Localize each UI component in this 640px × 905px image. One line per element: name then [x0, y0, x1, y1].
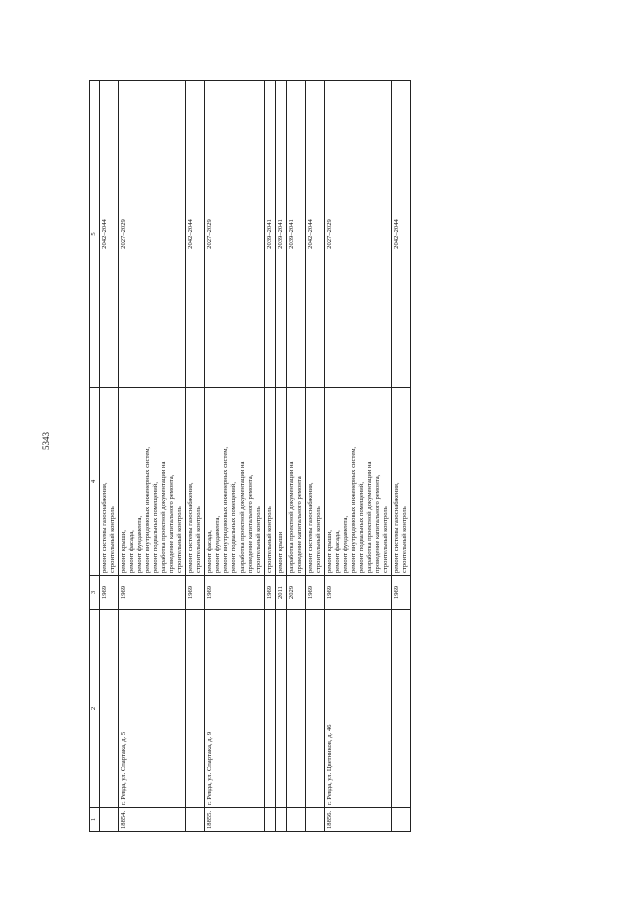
work-type-line: ремонт фундамента,	[214, 515, 222, 573]
work-type-line: ремонт подвальных помещений,	[230, 482, 238, 573]
period-cell: 2042–2044	[186, 81, 205, 388]
table-body	[100, 81, 411, 832]
address-cell	[186, 610, 205, 808]
table-row	[286, 81, 305, 832]
table-row	[275, 81, 286, 832]
work-type-line: проведение капитального ремонта,	[168, 474, 176, 573]
work-type-line: строительный контроль	[401, 506, 409, 573]
period-cell: 2042–2044	[100, 81, 119, 388]
work-types-cell	[100, 388, 119, 576]
capital-repair-table	[89, 80, 411, 832]
table-row	[186, 81, 205, 832]
work-types-cell	[324, 388, 391, 576]
work-types-cell	[392, 388, 411, 576]
header-col-4: 4	[90, 388, 100, 576]
table-row	[392, 81, 411, 832]
work-type-line: ремонт системы газоснабжения,	[101, 482, 108, 573]
row-number-cell	[392, 808, 411, 832]
year-cell: 2029	[286, 576, 305, 610]
row-number-cell	[264, 808, 275, 832]
year-cell: 1969	[100, 576, 119, 610]
row-number-cell: 18855.	[205, 808, 264, 832]
work-type-line: разработка проектной документации на	[287, 461, 295, 573]
row-number-cell	[286, 808, 305, 832]
row-number-cell	[186, 808, 205, 832]
year-cell: 1969	[264, 576, 275, 610]
period-cell: 2039–2041	[264, 81, 275, 388]
work-type-line: проведение капитального ремонта,	[246, 474, 254, 573]
period-cell: 2042–2044	[305, 81, 324, 388]
work-type-line: строительный контроль	[382, 506, 389, 573]
period-cell: 2042–2044	[392, 81, 411, 388]
work-types-cell	[264, 388, 275, 576]
work-type-line: проведение капитального ремонта,	[373, 474, 381, 573]
work-type-line: ремонт подвальных помещений,	[357, 482, 365, 573]
table-row	[205, 81, 264, 832]
row-number-cell: 18856.	[324, 808, 391, 832]
work-type-line: строительный контроль	[314, 506, 322, 573]
row-number-cell: 18854.	[119, 808, 186, 832]
year-cell: 1969	[186, 576, 205, 610]
work-type-line: проведение капитального ремонта	[295, 476, 303, 573]
year-cell: 1969	[119, 576, 186, 610]
table-row	[119, 81, 186, 832]
work-type-line: ремонт фасада,	[333, 530, 341, 573]
period-cell: 2027–2029	[324, 81, 391, 388]
address-cell	[286, 610, 305, 808]
table-row	[324, 81, 391, 832]
address-cell	[275, 610, 286, 808]
work-type-line: строительный контроль	[176, 506, 184, 573]
work-type-line: ремонт фасада,	[128, 530, 136, 573]
address-cell	[100, 610, 119, 808]
work-types-cell	[286, 388, 305, 576]
work-type-line: разработка проектной документации на	[365, 461, 373, 573]
page-number: 5343	[41, 432, 51, 450]
work-type-line: ремонт крыши,	[325, 530, 333, 573]
row-number-cell	[275, 808, 286, 832]
work-type-line: строительный контроль	[265, 506, 273, 573]
year-cell: 1969	[305, 576, 324, 610]
year-cell: 1969	[324, 576, 391, 610]
row-number-cell	[100, 808, 119, 832]
table-row	[264, 81, 275, 832]
work-type-line: ремонт подвальных помещений,	[152, 482, 160, 573]
work-types-cell	[305, 388, 324, 576]
header-col-1: 1	[90, 808, 100, 832]
address-cell	[392, 610, 411, 808]
work-type-line: ремонт внутридомовых инженерных систем,	[144, 446, 152, 573]
work-type-line: ремонт системы газоснабжения,	[306, 482, 314, 573]
table-row	[100, 81, 119, 832]
work-type-line: ремонт системы газоснабжения,	[393, 482, 401, 573]
work-type-line: ремонт фундамента,	[341, 515, 349, 573]
work-type-line: ремонт фасада,	[206, 530, 214, 573]
work-type-line: ремонт фундамента,	[136, 515, 144, 573]
year-cell: 1969	[205, 576, 264, 610]
work-type-line: ремонт внутридомовых инженерных систем,	[349, 446, 357, 573]
period-cell: 2027–2029	[205, 81, 264, 388]
work-type-line: строительный контроль	[195, 506, 203, 573]
year-cell: 1969	[392, 576, 411, 610]
work-type-line: разработка проектной документации на	[238, 461, 246, 573]
work-types-cell	[119, 388, 186, 576]
work-type-line: ремонт крыши,	[120, 530, 128, 573]
work-types-cell	[275, 388, 286, 576]
header-row	[90, 81, 100, 832]
address-cell	[305, 610, 324, 808]
period-cell: 2027–2029	[119, 81, 186, 388]
address-cell: г. Ревда, ул. Спартака, д. 5	[119, 610, 186, 808]
table-row	[305, 81, 324, 832]
work-type-line: строительный контроль	[254, 506, 262, 573]
period-cell: 2039–2041	[286, 81, 305, 388]
work-type-line: строительный контроль	[109, 506, 117, 573]
header-col-2: 2	[90, 610, 100, 808]
work-type-line: ремонт крыши	[276, 531, 284, 573]
address-cell	[264, 610, 275, 808]
work-type-line: ремонт системы газоснабжения,	[187, 482, 195, 573]
address-cell: г. Ревда, ул. Спартака, д. 9	[205, 610, 264, 808]
header-col-5: 5	[90, 81, 100, 388]
header-col-3: 3	[90, 576, 100, 610]
period-cell: 2039–2041	[275, 81, 286, 388]
work-type-line: разработка проектной документации на	[160, 461, 168, 573]
address-cell: г. Ревда, ул. Цветников, д. 46	[324, 610, 391, 808]
year-cell: 2011	[275, 576, 286, 610]
work-type-line: ремонт внутридомовых инженерных систем,	[222, 446, 230, 573]
work-types-cell	[205, 388, 264, 576]
rotated-table-container	[89, 81, 532, 832]
row-number-cell	[305, 808, 324, 832]
work-types-cell	[186, 388, 205, 576]
